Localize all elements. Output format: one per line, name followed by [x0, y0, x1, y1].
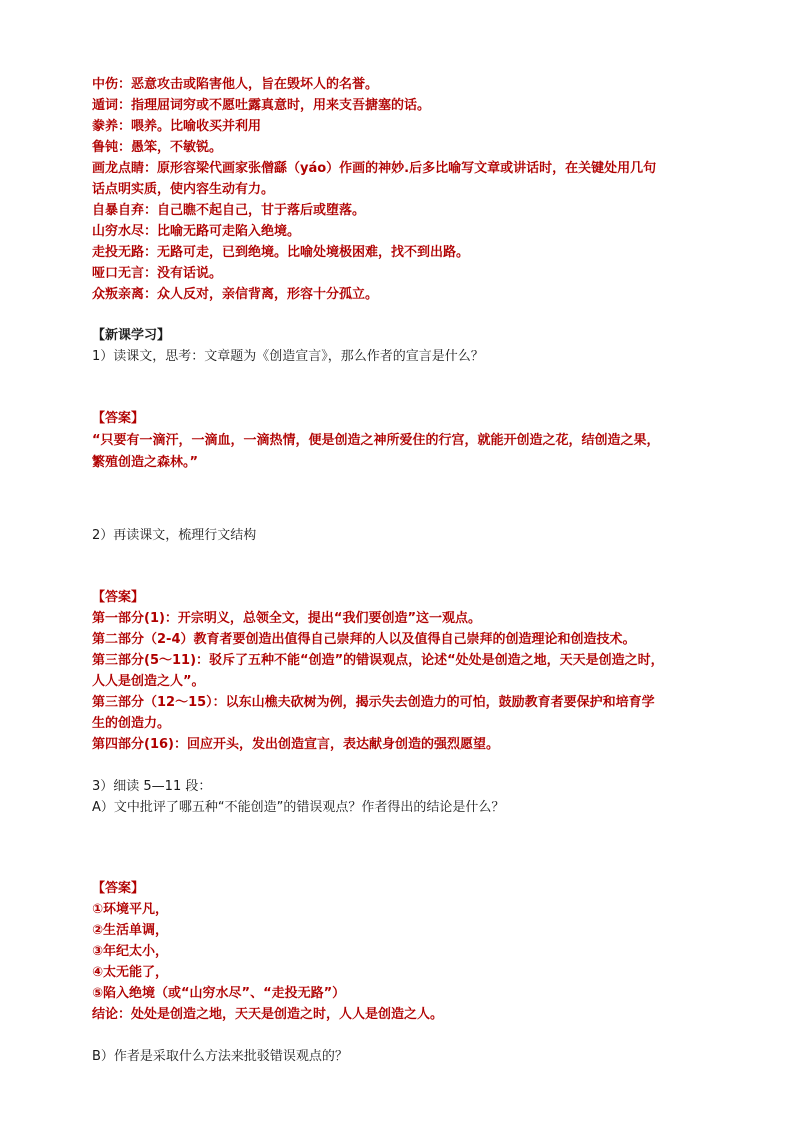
glossary-item: 自暴自弃：自己瞧不起自己，甘于落后或堕落。	[92, 203, 366, 218]
answer-label: 【答案】	[92, 881, 145, 896]
glossary-item: 遁词：指理屈词穷或不愿吐露真意时，用来支吾搪塞的话。	[92, 98, 431, 113]
question-2: 2）再读课文，梳理行文结构	[92, 528, 257, 543]
question-3: 3）细读 5—11 段：	[92, 779, 212, 794]
question-1: 1）读课文，思考：文章题为《创造宣言》，那么作者的宣言是什么？	[92, 349, 484, 364]
answer-line: 第三部分（12～15）：以东山樵夫砍树为例，揭示失去创造力的可怕，鼓励教育者要保护和培育学	[92, 695, 655, 710]
answer-line: 第四部分(16)：回应开头，发出创造宣言，表达献身创造的强烈愿望。	[92, 737, 499, 752]
answer-line: ④太无能了，	[92, 965, 169, 980]
answer-line: ②生活单调，	[92, 923, 169, 938]
answer-line: 繁殖创造之森林。”	[92, 455, 199, 470]
glossary-item: 豢养：喂养。比喻收买并利用	[92, 119, 262, 134]
answer-line: ⑤陷入绝境（或“山穷水尽”、“走投无路”）	[92, 986, 346, 1001]
glossary-item: 山穷水尽：比喻无路可走陷入绝境。	[92, 224, 301, 239]
answer-line: ③年纪太小，	[92, 944, 169, 959]
section-title: 【新课学习】	[92, 328, 171, 343]
answer-line: 第一部分(1)：开宗明义，总领全文，提出“我们要创造”这一观点。	[92, 611, 482, 626]
answer-label: 【答案】	[92, 590, 145, 605]
answer-line: 第三部分(5～11)：驳斥了五种不能“创造”的错误观点，论述“处处是创造之地，天天是创造之时，	[92, 653, 664, 668]
question-3a: A）文中批评了哪五种“不能创造”的错误观点？作者得出的结论是什么？	[92, 800, 505, 815]
glossary-item: 中伤：恶意攻击或陷害他人，旨在毁坏人的名誉。	[92, 77, 379, 92]
answer-line: 第二部分（2-4）教育者要创造出值得自己崇拜的人以及值得自己崇拜的创造理论和创造技术。	[92, 632, 636, 647]
answer-line: ①环境平凡，	[92, 902, 169, 917]
glossary-item: 鲁钝：愚笨，不敏锐。	[92, 140, 223, 155]
glossary-item: 众叛亲离：众人反对，亲信背离，形容十分孤立。	[92, 287, 379, 302]
glossary-item: 走投无路：无路可走，已到绝境。比喻处境极困难，找不到出路。	[92, 245, 470, 260]
answer-line: 人人是创造之人”。	[92, 674, 205, 689]
answer-line: 生的创造力。	[92, 716, 171, 731]
glossary-item: 画龙点睛：原形容梁代画家张僧繇（yáo）作画的神妙.后多比喻写文章或讲话时，在关键处用几句	[92, 161, 657, 176]
answer-line: 结论：处处是创造之地，天天是创造之时，人人是创造之人。	[92, 1007, 444, 1022]
glossary-item: 哑口无言：没有话说。	[92, 266, 223, 281]
question-3b: B）作者是采取什么方法来批驳错误观点的？	[92, 1049, 348, 1064]
answer-line: “只要有一滴汗，一滴血，一滴热情，便是创造之神所爱住的行宫，就能开创造之花，结创造之果，	[92, 433, 660, 448]
glossary-item: 话点明实质，使内容生动有力。	[92, 182, 275, 197]
answer-label: 【答案】	[92, 411, 145, 426]
